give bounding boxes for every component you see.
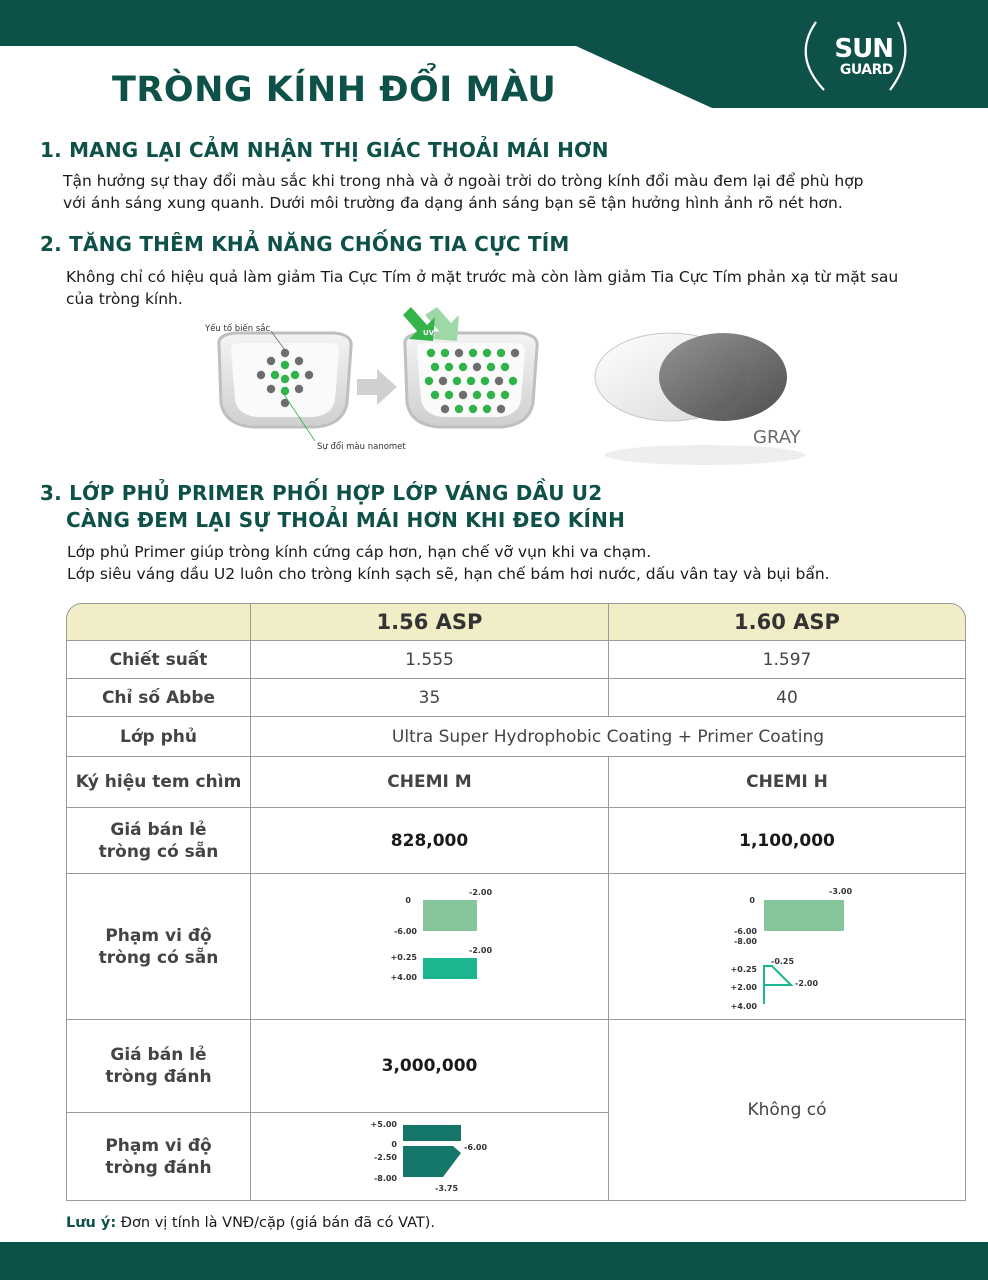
lens-dot xyxy=(281,375,289,383)
lens-dot xyxy=(267,357,275,365)
range-tick: +0.25 xyxy=(730,965,757,974)
range-tick: 0 xyxy=(391,1140,397,1149)
rx-range-156-cell xyxy=(251,1113,609,1201)
stock-range-156-cell xyxy=(251,874,609,1020)
uv-label: UV xyxy=(423,329,435,337)
cell-value: CHEMI H xyxy=(609,757,966,808)
row-label: Chiết suất xyxy=(66,641,251,679)
table-header-156: 1.56 ASP xyxy=(251,603,609,641)
lens-dot xyxy=(445,363,453,371)
label-nanometer-change: Sự đổi màu nanomet xyxy=(317,442,406,452)
range-tick: -2.50 xyxy=(373,1153,397,1162)
row-label-line-1: Giá bán lẻ xyxy=(110,1045,207,1065)
cell-value: 1.555 xyxy=(251,641,609,679)
range-tick: -2.00 xyxy=(469,888,493,897)
footnote-label: Lưu ý: xyxy=(66,1215,117,1231)
section-3-line-2: Lớp siêu váng dầu U2 luôn cho tròng kính sạch sẽ, hạn chế bám hơi nước, dấu vân tay và bụi bẩn. xyxy=(67,565,830,583)
cell-value: 3,000,000 xyxy=(251,1020,609,1113)
row-label xyxy=(66,1020,251,1113)
range-tick: -8.00 xyxy=(733,937,757,946)
lens-dot xyxy=(441,405,449,413)
lens-dot xyxy=(469,349,477,357)
row-label-line-2: tròng đánh xyxy=(105,1157,212,1178)
table-row-abbe xyxy=(66,679,966,717)
lens-dot xyxy=(459,391,467,399)
lens-dot xyxy=(271,371,279,379)
cell-value: 828,000 xyxy=(251,808,609,874)
section-2-text xyxy=(66,266,898,310)
lens-dot xyxy=(455,405,463,413)
section-3-title xyxy=(40,480,625,534)
section-3-title-line-2: CÀNG ĐEM LẠI SỰ THOẢI MÁI HƠN KHI ĐEO KÍNH xyxy=(66,508,626,532)
range-tick: +2.00 xyxy=(730,983,757,992)
lens-dot xyxy=(483,349,491,357)
lens-dot xyxy=(431,363,439,371)
row-label xyxy=(66,1113,251,1201)
table-row-rx-price xyxy=(66,1020,966,1113)
range-tick: -3.00 xyxy=(829,887,853,896)
lens-dot xyxy=(445,391,453,399)
lens-dot xyxy=(469,405,477,413)
row-label: Chỉ số Abbe xyxy=(66,679,251,717)
lens-dot xyxy=(509,377,517,385)
table-row-coating xyxy=(66,717,966,757)
footer-band xyxy=(0,1242,988,1280)
lens-dot xyxy=(439,377,447,385)
cell-value: CHEMI M xyxy=(251,757,609,808)
logo-sun-text: SUN xyxy=(834,34,893,64)
lens-dot xyxy=(431,391,439,399)
lens-dot xyxy=(453,377,461,385)
section-1-line-2: với ánh sáng xung quanh. Dưới môi trường đa dạng ánh sáng bạn sẽ tận hưởng hình ảnh rõ nét hơn. xyxy=(63,194,843,212)
section-2-line-1: Không chỉ có hiệu quả làm giảm Tia Cực Tím ở mặt trước mà còn làm giảm Tia Cực Tím phản xạ từ mặt sau xyxy=(66,268,899,286)
lens-dot xyxy=(481,377,489,385)
label-photochromic-element: Yếu tố biến sắc xyxy=(205,324,271,334)
range-block-minus xyxy=(764,900,844,931)
cell-value: 35 xyxy=(251,679,609,717)
lens-dot xyxy=(467,377,475,385)
table-row-stock-price xyxy=(66,808,966,874)
page-title: TRÒNG KÍNH ĐỔI MÀU xyxy=(112,70,557,110)
range-tick: +5.00 xyxy=(370,1120,397,1129)
lens-dot xyxy=(257,371,265,379)
lens-dot xyxy=(473,391,481,399)
gray-label: GRAY xyxy=(753,427,801,448)
section-1-title: 1. MANG LẠI CẢM NHẬN THỊ GIÁC THOẢI MÁI HƠN xyxy=(40,138,609,162)
cell-value: 40 xyxy=(609,679,966,717)
table-header-row xyxy=(66,603,966,641)
lens-dot xyxy=(459,363,467,371)
lens-dot xyxy=(281,387,289,395)
cell-value: Ultra Super Hydrophobic Coating + Primer Coating xyxy=(251,717,966,757)
section-3-text xyxy=(67,541,830,585)
lens-dot xyxy=(281,361,289,369)
lens-dot xyxy=(511,349,519,357)
range-tick: +4.00 xyxy=(730,1002,757,1011)
lens-dot xyxy=(425,377,433,385)
cell-value-not-available: Không có xyxy=(609,1020,966,1201)
arrow-right-icon xyxy=(357,369,397,405)
row-label-line-2: tròng có sẵn xyxy=(98,841,219,862)
rx-range-156-diagram xyxy=(251,1113,608,1195)
range-block-plus xyxy=(423,958,477,979)
photochromic-lens-illustration xyxy=(205,305,825,465)
logo-guard-text: GUARD xyxy=(839,62,893,78)
range-block-minus xyxy=(403,1146,461,1177)
row-label-line-2: tròng có sẵn xyxy=(98,947,219,968)
section-3-line-1: Lớp phủ Primer giúp tròng kính cứng cáp hơn, hạn chế vỡ vụn khi va chạm. xyxy=(67,543,652,561)
range-tick: 0 xyxy=(405,896,411,905)
section-3-title-line-1: 3. LỚP PHỦ PRIMER PHỐI HỢP LỚP VÁNG DẦU U2 xyxy=(40,481,603,505)
row-label-line-2: tròng đánh xyxy=(105,1067,212,1087)
section-2-title: 2. TĂNG THÊM KHẢ NĂNG CHỐNG TIA CỰC TÍM xyxy=(40,232,570,256)
table-row-refractive-index xyxy=(66,641,966,679)
row-label xyxy=(66,874,251,1020)
lens-dot xyxy=(495,377,503,385)
lens-dot xyxy=(483,405,491,413)
range-tick: 0 xyxy=(749,896,755,905)
range-block-minus xyxy=(423,900,477,931)
range-tick: -6.00 xyxy=(464,1143,488,1152)
stock-range-156-diagram xyxy=(251,874,608,1014)
lens-dot xyxy=(455,349,463,357)
lens-spec-table xyxy=(66,603,966,1201)
lens-dot xyxy=(473,363,481,371)
section-2-line-2: của tròng kính. xyxy=(66,290,183,308)
lens-dot xyxy=(441,349,449,357)
stock-range-160-cell xyxy=(609,874,966,1020)
range-tick: +4.00 xyxy=(390,973,417,982)
lens-dot xyxy=(427,349,435,357)
table-row-mark xyxy=(66,757,966,808)
lens-dot xyxy=(267,385,275,393)
section-1-line-1: Tận hưởng sự thay đổi màu sắc khi trong nhà và ở ngoài trời do tròng kính đổi màu đem lại để phù hợp xyxy=(63,172,864,190)
table-row-stock-range xyxy=(66,874,966,1020)
table-header-empty xyxy=(66,603,251,641)
footnote xyxy=(66,1215,435,1231)
footnote-text: Đơn vị tính là VNĐ/cặp (giá bán đã có VAT). xyxy=(116,1215,436,1231)
range-block-plus xyxy=(403,1125,461,1141)
section-1-text xyxy=(63,170,864,214)
range-tick: -8.00 xyxy=(373,1174,397,1183)
range-tick: -6.00 xyxy=(393,927,417,936)
range-tick: -2.00 xyxy=(469,946,493,955)
table-header-160: 1.60 ASP xyxy=(609,603,966,641)
row-label xyxy=(66,808,251,874)
row-label-line-1: Giá bán lẻ xyxy=(110,819,207,840)
range-tick: +0.25 xyxy=(390,953,417,962)
lens-dot xyxy=(497,349,505,357)
range-line-plus xyxy=(764,966,791,1004)
range-tick: -2.00 xyxy=(795,979,819,988)
stock-range-160-diagram xyxy=(609,874,965,1014)
lens-dot xyxy=(295,357,303,365)
lens-dot xyxy=(291,371,299,379)
row-label: Ký hiệu tem chìm xyxy=(66,757,251,808)
range-tick: -6.00 xyxy=(733,927,757,936)
lens-dot xyxy=(497,405,505,413)
lens-dot xyxy=(487,363,495,371)
row-label: Lớp phủ xyxy=(66,717,251,757)
lens-dot xyxy=(305,371,313,379)
range-tick: -0.25 xyxy=(771,957,795,966)
row-label-line-1: Phạm vi độ xyxy=(105,925,212,946)
row-label-line-1: Phạm vi độ xyxy=(105,1135,212,1156)
lens-dot xyxy=(487,391,495,399)
lens-dot xyxy=(295,385,303,393)
lens-dot xyxy=(501,391,509,399)
cell-value: 1.597 xyxy=(609,641,966,679)
range-tick: -3.75 xyxy=(435,1184,459,1193)
lens-dot xyxy=(501,363,509,371)
cell-value: 1,100,000 xyxy=(609,808,966,874)
